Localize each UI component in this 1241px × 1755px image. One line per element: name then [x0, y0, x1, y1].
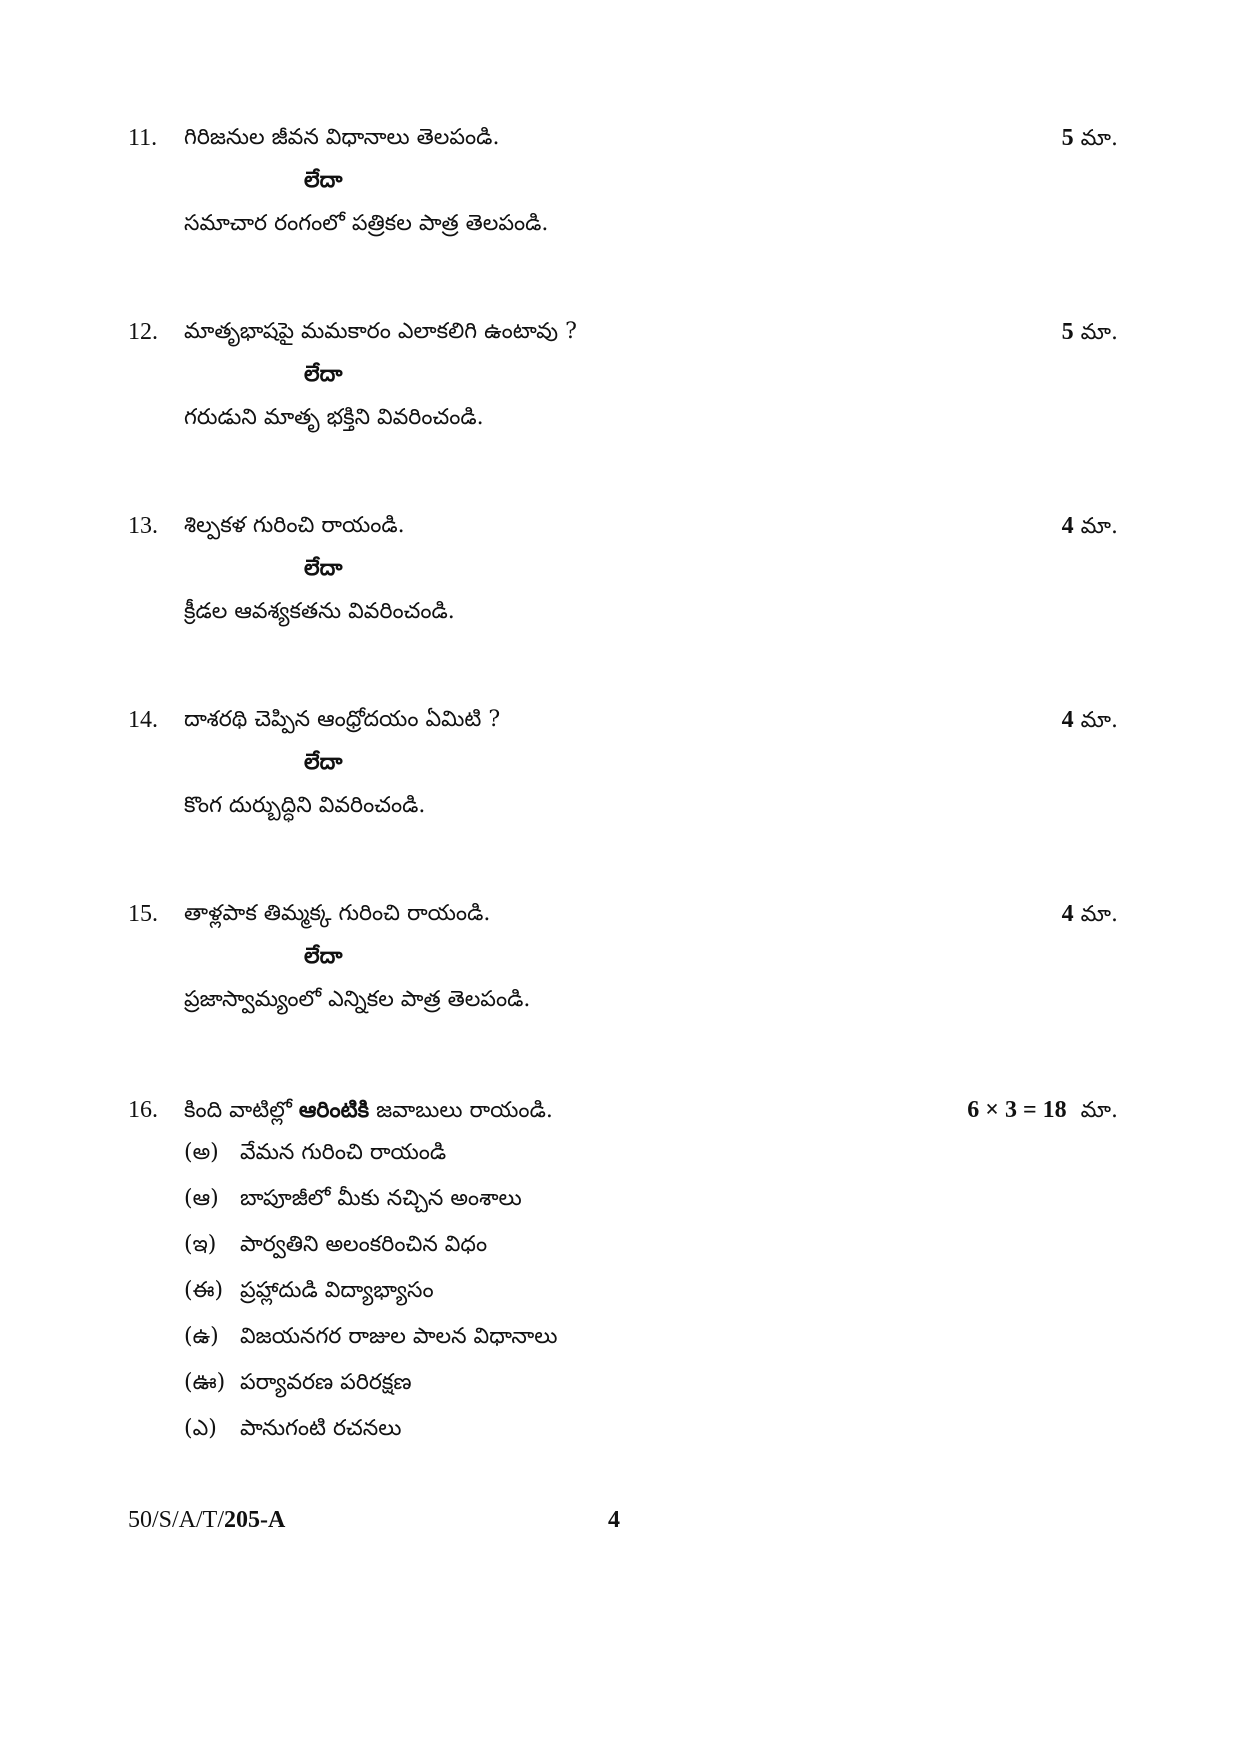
or-label: లేదా — [304, 361, 343, 387]
marks-unit: మా. — [1080, 902, 1118, 927]
question-15 — [128, 894, 1118, 1022]
marks-value: 4 — [1061, 901, 1074, 927]
question-text-part: కింది వాటిల్లో — [184, 1098, 299, 1123]
or-label: లేదా — [304, 749, 343, 775]
question-12 — [128, 312, 1118, 440]
question-number: 11. — [128, 125, 158, 151]
marks-value: 5 — [1061, 125, 1074, 151]
question-number: 14. — [128, 707, 158, 733]
question-16 — [128, 1090, 1118, 1452]
sub-question-text: పానుగంటి రచనలు — [240, 1416, 402, 1441]
sub-question — [128, 1268, 1118, 1314]
question-text-part: జవాబులు రాయండి. — [369, 1098, 553, 1123]
paper-code-prefix: 50/S/A/T/ — [128, 1507, 225, 1533]
sub-question-text: బాపూజీలో మీకు నచ్చిన అంశాలు — [240, 1186, 522, 1211]
question-13 — [128, 506, 1118, 634]
alternative-question: సమాచార రంగంలో పత్రికల పాత్ర తెలపండి. — [184, 211, 549, 236]
marks-value: 6 × 3 = 18 — [967, 1097, 1067, 1123]
or-label: లేదా — [304, 167, 343, 193]
question-marks — [1062, 506, 1118, 547]
sub-question-text: పర్యావరణ పరిరక్షణ — [240, 1370, 412, 1395]
question-marks — [1062, 118, 1118, 159]
sub-question-label: (అ) — [184, 1140, 219, 1165]
sub-question-text: వేమన గురించి రాయండి — [240, 1140, 447, 1165]
alternative-question: క్రీడల ఆవశ్యకతను వివరించండి. — [184, 599, 455, 624]
marks-unit: మా. — [1080, 1098, 1118, 1123]
sub-question — [128, 1360, 1118, 1406]
paper-code — [128, 1500, 285, 1540]
question-number: 13. — [128, 513, 158, 539]
sub-question-text: ప్రహ్లాదుడి విద్యాభ్యాసం — [240, 1278, 434, 1303]
question-marks — [967, 1090, 1118, 1131]
question-number: 16. — [128, 1097, 158, 1123]
page-footer — [128, 1500, 1118, 1540]
alternative-question: ప్రజాస్వామ్యంలో ఎన్నికల పాత్ర తెలపండి. — [184, 987, 531, 1012]
paper-code-suffix: 205-A — [224, 1507, 286, 1533]
marks-value: 5 — [1061, 319, 1074, 345]
sub-question — [128, 1176, 1118, 1222]
sub-question — [128, 1222, 1118, 1268]
question-text — [184, 1090, 553, 1131]
question-text: శిల్పకళ గురించి రాయండి. — [184, 513, 405, 538]
sub-question — [128, 1130, 1118, 1176]
question-marks — [1062, 700, 1118, 741]
question-number: 15. — [128, 901, 158, 927]
page-number: 4 — [608, 1507, 620, 1533]
marks-unit: మా. — [1080, 514, 1118, 539]
sub-question-text: పార్వతిని అలంకరించిన విధం — [240, 1232, 488, 1257]
question-text: దాశరథి చెప్పిన ఆంధ్రోదయం ఏమిటి ? — [184, 707, 501, 732]
alternative-question: కొంగ దుర్బుద్ధిని వివరించండి. — [184, 793, 426, 818]
marks-value: 4 — [1061, 513, 1074, 539]
sub-question — [128, 1314, 1118, 1360]
marks-unit: మా. — [1080, 320, 1118, 345]
or-label: లేదా — [304, 943, 343, 969]
sub-question-text: విజయనగర రాజుల పాలన విధానాలు — [240, 1324, 558, 1349]
sub-question-label: (ఎ) — [184, 1416, 217, 1441]
question-marks — [1062, 312, 1118, 353]
sub-question-label: (ఆ) — [184, 1186, 219, 1211]
alternative-question: గరుడుని మాతృ భక్తిని వివరించండి. — [184, 405, 484, 430]
question-text: గిరిజనుల జీవన విధానాలు తెలపండి. — [184, 125, 500, 150]
or-label: లేదా — [304, 555, 343, 581]
question-11 — [128, 118, 1118, 246]
sub-question-label: (ఈ) — [184, 1278, 224, 1303]
question-14 — [128, 700, 1118, 828]
question-number: 12. — [128, 319, 158, 345]
marks-value: 4 — [1061, 707, 1074, 733]
sub-question-label: (ఊ) — [184, 1370, 226, 1395]
marks-unit: మా. — [1080, 126, 1118, 151]
question-text: తాళ్లపాక తిమ్మక్క గురించి రాయండి. — [184, 901, 491, 926]
question-text: మాతృభాషపై మమకారం ఎలాకలిగి ఉంటావు ? — [184, 319, 577, 344]
question-marks — [1062, 894, 1118, 935]
sub-question — [128, 1406, 1118, 1452]
question-text-emphasis: ఆరింటికి — [298, 1097, 370, 1123]
sub-question-label: (ఉ) — [184, 1324, 219, 1349]
marks-unit: మా. — [1080, 708, 1118, 733]
sub-question-label: (ఇ) — [184, 1232, 217, 1257]
